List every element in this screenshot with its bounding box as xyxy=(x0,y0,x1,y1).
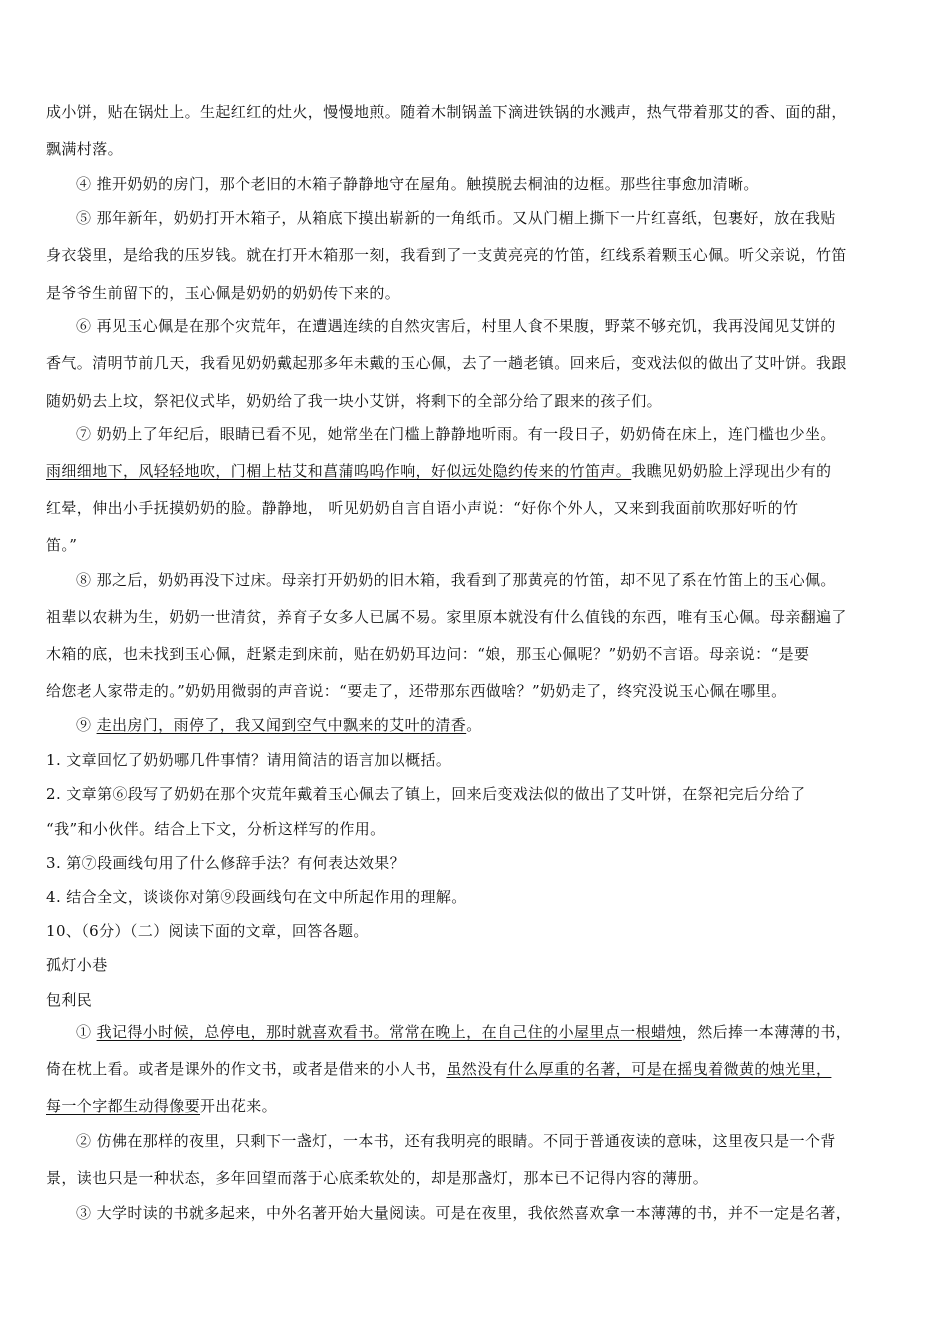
article-title: 孤灯小巷 xyxy=(46,956,108,974)
text-span: 。 xyxy=(466,716,482,734)
text-line: “我”和小伙伴。结合上下文，分析这样写的作用。 xyxy=(46,820,386,838)
text-span: ⑨ xyxy=(76,716,97,734)
paragraph-2: ② 仿佛在那样的夜里，只剩下一盏灯，一本书，还有我明亮的眼睛。不同于普通夜读的意味，这里夜只是一个背 xyxy=(76,1132,836,1150)
paragraph-1 xyxy=(76,1021,908,1042)
text-line: 香气。清明节前几天，我看见奶奶戴起那多年未戴的玉心佩，去了一趟老镇。回来后，变戏法似的做出了艾叶饼。我跟 xyxy=(46,354,847,372)
question-4: 4. 结合全文，谈谈你对第⑨段画线句在文中所起作用的理解。 xyxy=(46,888,467,906)
text-span: ① xyxy=(76,1023,97,1041)
underlined-sentence: 我记得小时候，总停电，那时就喜欢看书。常常在晚上，在自己住的小屋里点一根蜡烛 xyxy=(96,1023,682,1041)
paragraph-9 xyxy=(76,714,908,735)
text-line: 祖辈以农耕为生，奶奶一世清贫，养育子女多人已属不易。家里原本就没有什么值钱的东西，唯有玉心佩。母亲翻遍了 xyxy=(46,608,847,626)
text-line: 成小饼，贴在锅灶上。生起红红的灶火，慢慢地煎。随着木制锅盖下滴进铁锅的水溅声，热气带着那艾的香、面的甜， xyxy=(46,103,847,121)
text-span: 倚在枕上看。或者是课外的作文书，或者是借来的小人书， xyxy=(46,1060,447,1078)
text-line xyxy=(46,1095,908,1116)
paragraph-7: ⑦ 奶奶上了年纪后，眼睛已看不见，她常坐在门槛上静静地听雨。有一段日子，奶奶倚在床上，连门槛也少坐。 xyxy=(76,425,836,443)
text-line: 红晕，伸出小手抚摸奶奶的脸。静静地， 听见奶奶自言自语小声说：“好你个外人，又来到我面前吹那好听的竹 xyxy=(46,499,799,517)
text-line: 景，读也只是一种状态，多年回望而落于心底柔软处的，却是那盏灯，那本已不记得内容的薄册。 xyxy=(46,1169,709,1187)
text-line: 身衣袋里，是给我的压岁钱。就在打开木箱那一刻，我看到了一支黄亮亮的竹笛，红线系着颗玉心佩。听父亲说，竹笛 xyxy=(46,246,847,264)
text-line: 飘满村落。 xyxy=(46,140,124,158)
text-line: 给您老人家带走的。”奶奶用微弱的声音说：“要走了，还带那东西做啥？”奶奶走了，终究没说玉心佩在哪里。 xyxy=(46,682,787,700)
underlined-sentence: 每一个字都生动得像要 xyxy=(46,1097,201,1115)
paragraph-6: ⑥ 再见玉心佩是在那个灾荒年，在遭遇连续的自然灾害后，村里人食不果腹，野菜不够充饥，我再没闻见艾饼的 xyxy=(76,317,836,335)
paragraph-4: ④ 推开奶奶的房门，那个老旧的木箱子静静地守在屋角。触摸脱去桐油的边框。那些往事愈加清晰。 xyxy=(76,175,759,193)
text-span: 开出花来。 xyxy=(200,1097,278,1115)
section-heading: 10、（6分）（二）阅读下面的文章，回答各题。 xyxy=(46,922,369,940)
question-3: 3. 第⑦段画线句用了什么修辞手法？有何表达效果？ xyxy=(46,854,406,872)
article-author: 包利民 xyxy=(46,991,93,1009)
text-span: ，然后捧一本薄薄的书， xyxy=(681,1023,852,1041)
text-line xyxy=(46,1058,908,1079)
underlined-sentence: 雨细细地下，风轻轻地吹，门楣上枯艾和菖蒲呜呜作响，好似远处隐约传来的竹笛声。 xyxy=(46,462,632,480)
paragraph-5: ⑤ 那年新年，奶奶打开木箱子，从箱底下摸出崭新的一角纸币。又从门楣上撕下一片红喜纸，包裹好，放在我贴 xyxy=(76,209,836,227)
paragraph-3: ③ 大学时读的书就多起来，中外名著开始大量阅读。可是在夜里，我依然喜欢拿一本薄薄的书，并不一定是名著， xyxy=(76,1204,852,1222)
text-line xyxy=(46,460,908,481)
underlined-sentence: 走出房门，雨停了，我又闻到空气中飘来的艾叶的清香 xyxy=(96,716,467,734)
underlined-sentence: 虽然没有什么厚重的名著，可是在摇曳着微黄的烛光里， xyxy=(446,1060,832,1078)
question-1: 1. 文章回忆了奶奶哪几件事情？请用简洁的语言加以概括。 xyxy=(46,751,452,769)
question-2: 2. 文章第⑥段写了奶奶在那个灾荒年戴着玉心佩去了镇上，回来后变戏法似的做出了艾叶饼，在祭祀完后分给了 xyxy=(46,785,806,803)
text-span: 我瞧见奶奶脸上浮现出少有的 xyxy=(631,462,832,480)
text-line: 木箱的底，也未找到玉心佩，赶紧走到床前，贴在奶奶耳边问：“娘，那玉心佩呢？”奶奶不言语。母亲说：“是要 xyxy=(46,645,810,663)
text-line: 是爷爷生前留下的，玉心佩是奶奶的奶奶传下来的。 xyxy=(46,284,401,302)
paragraph-8: ⑧ 那之后，奶奶再没下过床。母亲打开奶奶的旧木箱，我看到了那黄亮的竹笛，却不见了系在竹笛上的玉心佩。 xyxy=(76,571,836,589)
text-line: 随奶奶去上坟，祭祀仪式毕，奶奶给了我一块小艾饼，将剩下的全部分给了跟来的孩子们。 xyxy=(46,392,663,410)
text-line: 笛。” xyxy=(46,536,78,554)
